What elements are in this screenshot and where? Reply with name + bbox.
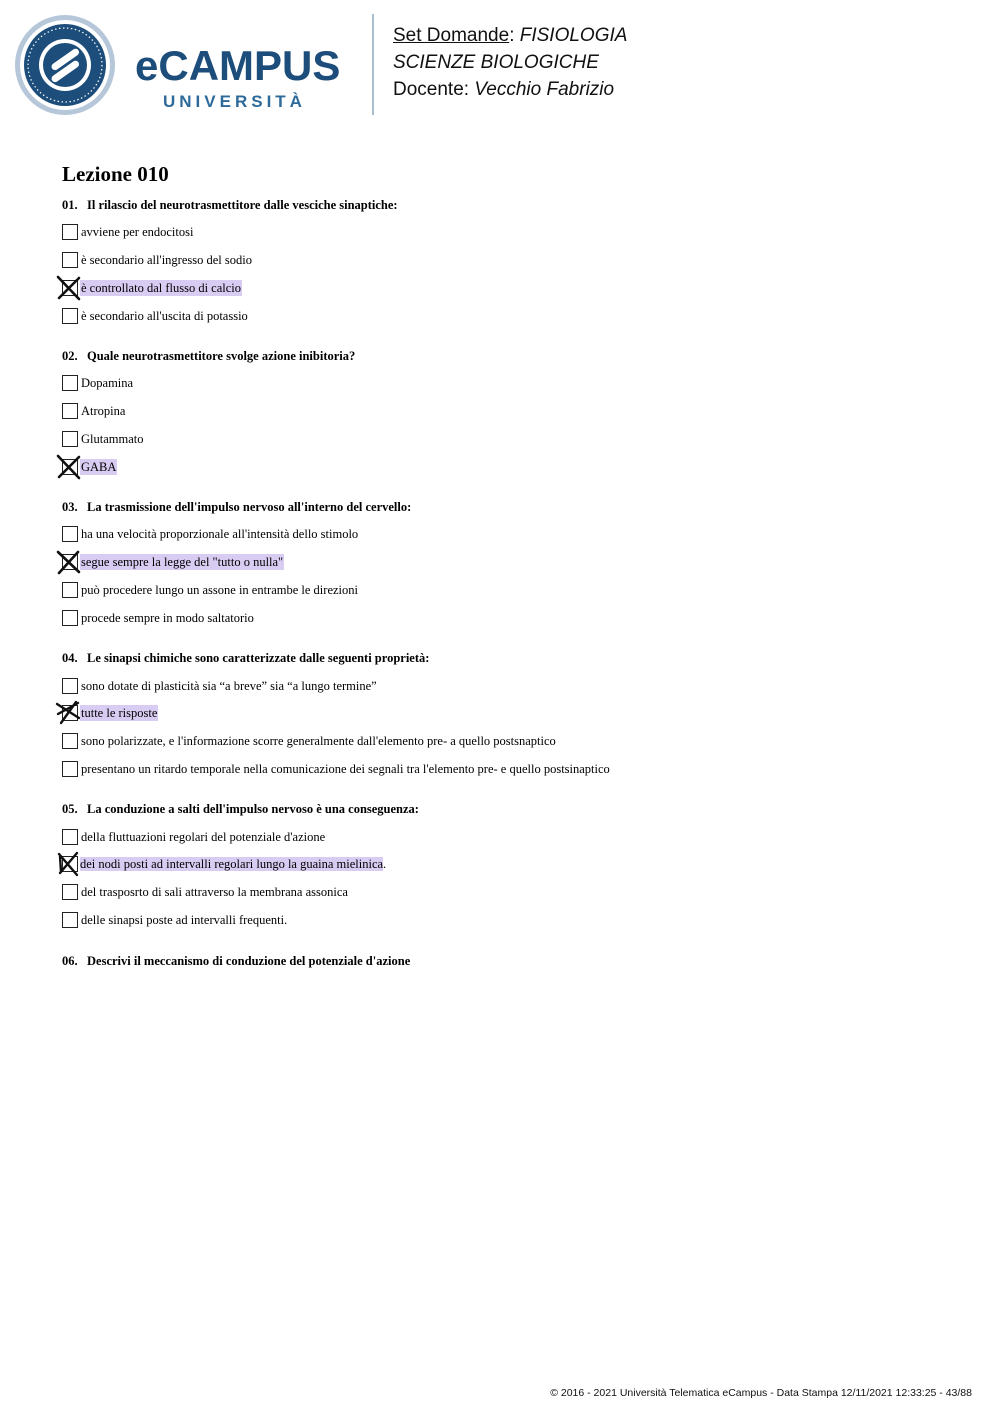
teacher-label: Docente: <box>393 79 470 100</box>
question-title: 02. Quale neurotrasmettitore svolge azione inibitoria? <box>62 349 356 363</box>
checkbox[interactable] <box>62 252 78 268</box>
set-value: FISIOLOGIA <box>519 25 628 46</box>
checkbox[interactable] <box>62 403 78 419</box>
check-mark-icon <box>56 700 82 726</box>
checkbox[interactable] <box>62 431 78 447</box>
header-info <box>393 22 627 103</box>
question-title: 04. Le sinapsi chimiche sono caratterizzate dalle seguenti proprietà: <box>62 651 430 665</box>
check-mark-icon <box>56 275 82 301</box>
checkbox[interactable] <box>62 884 78 900</box>
checkbox[interactable] <box>62 761 78 777</box>
check-mark-icon <box>56 549 82 575</box>
question-title: 03. La trasmissione dell'impulso nervoso all'interno del cervello: <box>62 500 412 514</box>
header-divider <box>372 14 374 115</box>
teacher-line <box>393 76 627 103</box>
question-title: 06. Descrivi il meccanismo di conduzione del potenziale d'azione <box>62 954 411 968</box>
lesson-title: Lezione 010 <box>62 162 169 186</box>
checkbox[interactable] <box>62 912 78 928</box>
ecampus-logo <box>14 14 359 118</box>
checkbox[interactable] <box>62 678 78 694</box>
set-label: Set Domande <box>393 25 510 46</box>
teacher-name: Vecchio Fabrizio <box>474 79 615 100</box>
checkbox[interactable] <box>62 733 78 749</box>
checkbox[interactable] <box>62 526 78 542</box>
checkbox[interactable] <box>62 375 78 391</box>
logo-brand-text: eCAMPUS <box>135 42 341 89</box>
check-mark-icon <box>56 454 82 480</box>
checkbox[interactable] <box>62 582 78 598</box>
checkbox[interactable] <box>62 224 78 240</box>
checkbox[interactable] <box>62 829 78 845</box>
page-footer: © 2016 - 2021 Università Telematica eCampus - Data Stampa 12/11/2021 12:33:25 - 43/88 <box>550 1387 972 1399</box>
course-name: SCIENZE BIOLOGICHE <box>393 52 599 73</box>
question-title: 01. Il rilascio del neurotrasmettitore dalle vesciche sinaptiche: <box>62 198 398 212</box>
check-mark-icon <box>56 851 82 877</box>
logo-sub-text: UNIVERSITÀ <box>163 92 306 111</box>
checkbox[interactable] <box>62 308 78 324</box>
set-line: Set Domande: FISIOLOGIA <box>393 25 628 46</box>
checkbox[interactable] <box>62 610 78 626</box>
question-title: 05. La conduzione a salti dell'impulso nervoso è una conseguenza: <box>62 802 419 816</box>
